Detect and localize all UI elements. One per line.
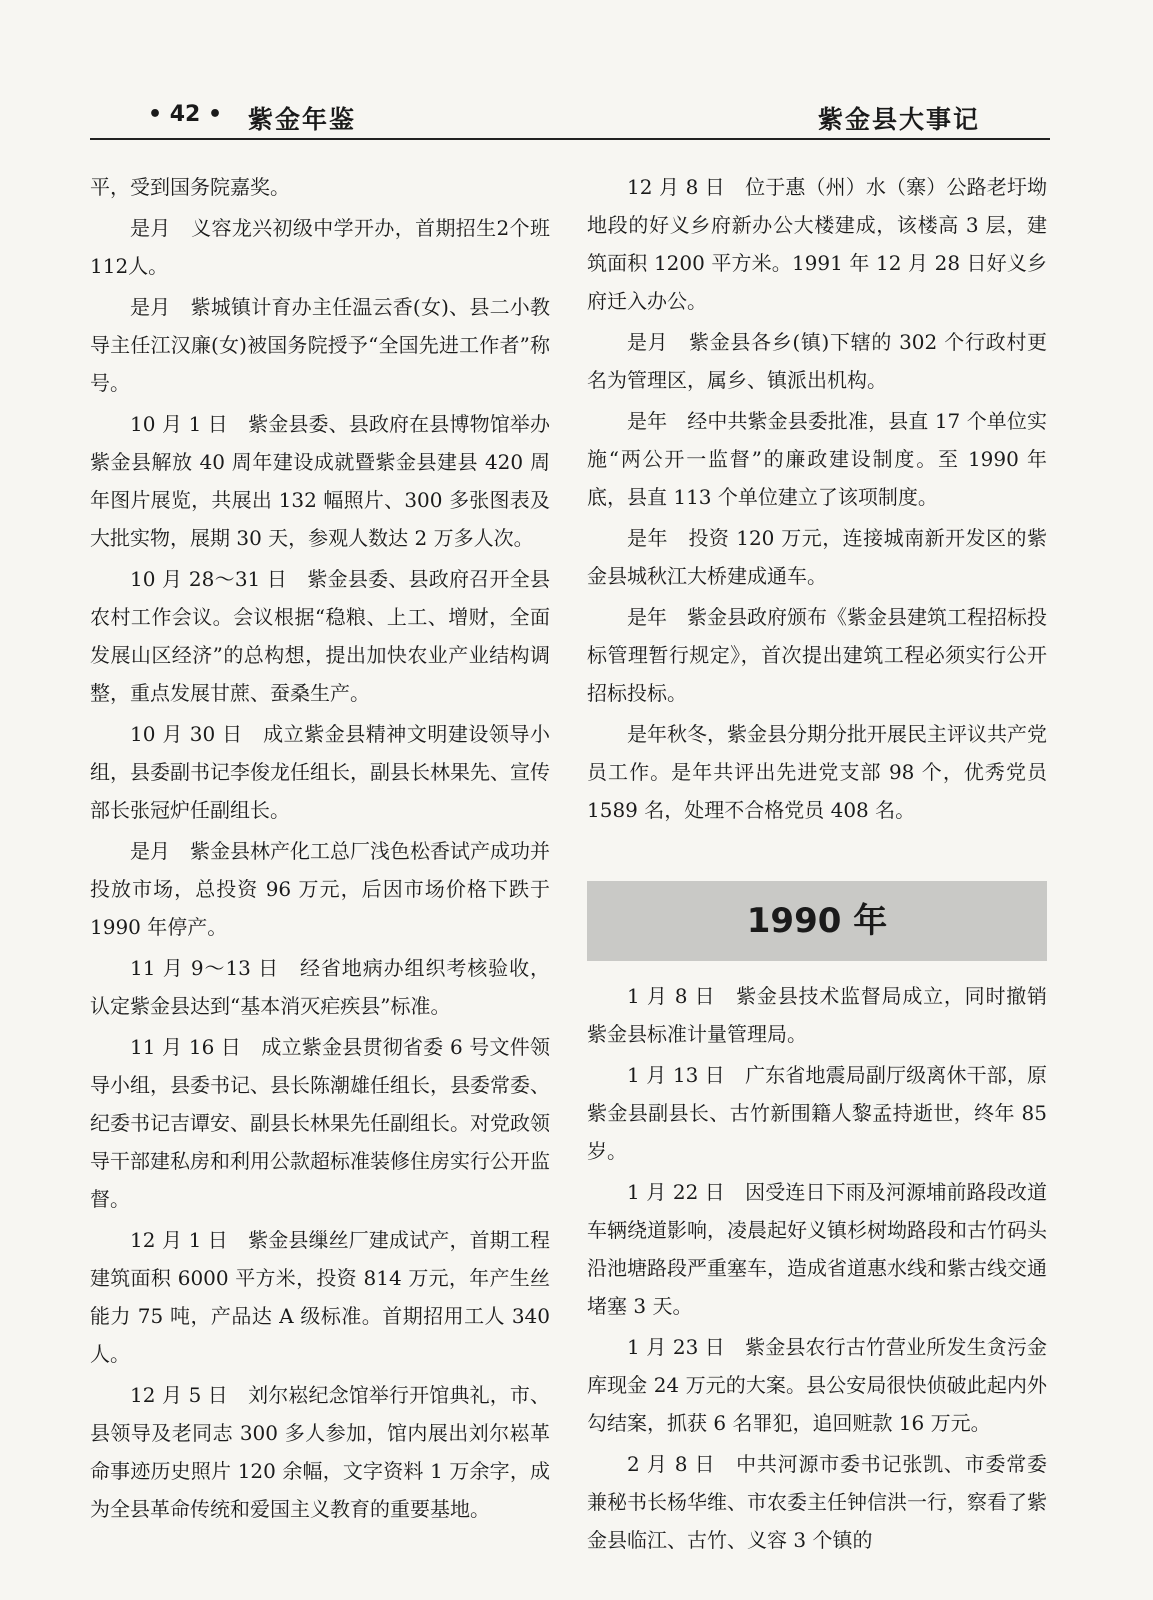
year-heading: 1990 年 [587, 881, 1047, 961]
paragraph: 12 月 5 日 刘尔崧纪念馆举行开馆典礼，市、县领导及老同志 300 多人参加，馆内展出刘尔崧革命事迹历史照片 120 余幅，文字资料 1 万余字，成为全县革命传统和爱国主义教育的重要基地。 [90, 1383, 550, 1521]
paragraph: 是月 紫金县各乡(镇)下辖的 302 个行政村更名为管理区，属乡、镇派出机构。 [587, 330, 1047, 392]
paragraph: 是月 紫城镇计育办主任温云香(女)、县二小教导主任江汉廉(女)被国务院授予“全国先进工作者”称号。 [90, 295, 550, 395]
paragraph: 11 月 9～13 日 经省地病办组织考核验收，认定紫金县达到“基本消灭疟疾县”标准。 [90, 956, 550, 1018]
right-column [587, 168, 1047, 1562]
paragraph: 是月 紫金县林产化工总厂浅色松香试产成功并投放市场，总投资 96 万元，后因市场价格下跌于 1990 年停产。 [90, 839, 550, 939]
page-header [90, 96, 1050, 140]
page-number: • 42 • [148, 102, 223, 127]
left-column [90, 168, 550, 1531]
paragraph: 是月 义容龙兴初级中学开办，首期招生2个班112人。 [90, 216, 550, 278]
paragraph: 平，受到国务院嘉奖。 [90, 175, 290, 199]
paragraph: 1 月 23 日 紫金县农行古竹营业所发生贪污金库现金 24 万元的大案。县公安局很快侦破此起内外勾结案，抓获 6 名罪犯，追回赃款 16 万元。 [587, 1335, 1047, 1435]
paragraph: 是年秋冬，紫金县分期分批开展民主评议共产党员工作。是年共评出先进党支部 98 个，优秀党员 1589 名，处理不合格党员 408 名。 [587, 722, 1047, 822]
paragraph: 12 月 8 日 位于惠（州）水（寨）公路老圩坳地段的好义乡府新办公大楼建成，该楼高 3 层，建筑面积 1200 平方米。1991 年 12 月 28 日好义乡府迁入办公。 [587, 175, 1047, 313]
paragraph: 1 月 8 日 紫金县技术监督局成立，同时撤销紫金县标准计量管理局。 [587, 984, 1047, 1046]
book-title: 紫金年鉴 [248, 105, 357, 134]
paragraph: 是年 紫金县政府颁布《紫金县建筑工程招标投标管理暂行规定》，首次提出建筑工程必须实行公开招标投标。 [587, 605, 1047, 705]
paragraph: 12 月 1 日 紫金县缫丝厂建成试产，首期工程建筑面积 6000 平方米，投资 814 万元，年产生丝能力 75 吨，产品达 A 级标准。首期招用工人 340 人。 [90, 1228, 550, 1366]
paragraph: 2 月 8 日 中共河源市委书记张凯、市委常委兼秘书长杨华维、市农委主任钟信洪一行，察看了紫金县临江、古竹、义容 3 个镇的 [587, 1452, 1047, 1552]
paragraph: 10 月 30 日 成立紫金县精神文明建设领导小组，县委副书记李俊龙任组长，副县长林果先、宣传部长张冠炉任副组长。 [90, 722, 550, 822]
paragraph: 10 月 28～31 日 紫金县委、县政府召开全县农村工作会议。会议根据“稳粮、上工、增财，全面发展山区经济”的总构想，提出加快农业产业结构调整，重点发展甘蔗、蚕桑生产。 [90, 567, 550, 705]
paragraph: 1 月 13 日 广东省地震局副厅级离休干部，原紫金县副县长、古竹新围籍人黎孟持逝世，终年 85 岁。 [587, 1063, 1047, 1163]
paragraph: 11 月 16 日 成立紫金县贯彻省委 6 号文件领导小组，县委书记、县长陈潮雄任组长，县委常委、纪委书记吉谭安、副县长林果先任副组长。对党政领导干部建私房和利用公款超标准装修住房实行公开监督。 [90, 1035, 550, 1211]
paragraph: 10 月 1 日 紫金县委、县政府在县博物馆举办紫金县解放 40 周年建设成就暨紫金县建县 420 周年图片展览，共展出 132 幅照片、300 多张图表及大批实物，展期 30 天，参观人数达 2 万多人次。 [90, 412, 550, 550]
section-title: 紫金县大事记 [817, 105, 980, 134]
paragraph: 是年 经中共紫金县委批准，县直 17 个单位实施“两公开一监督”的廉政建设制度。至 1990 年底，县直 113 个单位建立了该项制度。 [587, 409, 1047, 509]
paragraph: 是年 投资 120 万元，连接城南新开发区的紫金县城秋江大桥建成通车。 [587, 526, 1047, 588]
paragraph: 1 月 22 日 因受连日下雨及河源埔前路段改道车辆绕道影响，凌晨起好义镇杉树坳路段和古竹码头沿池塘路段严重塞车，造成省道惠水线和紫古线交通堵塞 3 天。 [587, 1180, 1047, 1318]
